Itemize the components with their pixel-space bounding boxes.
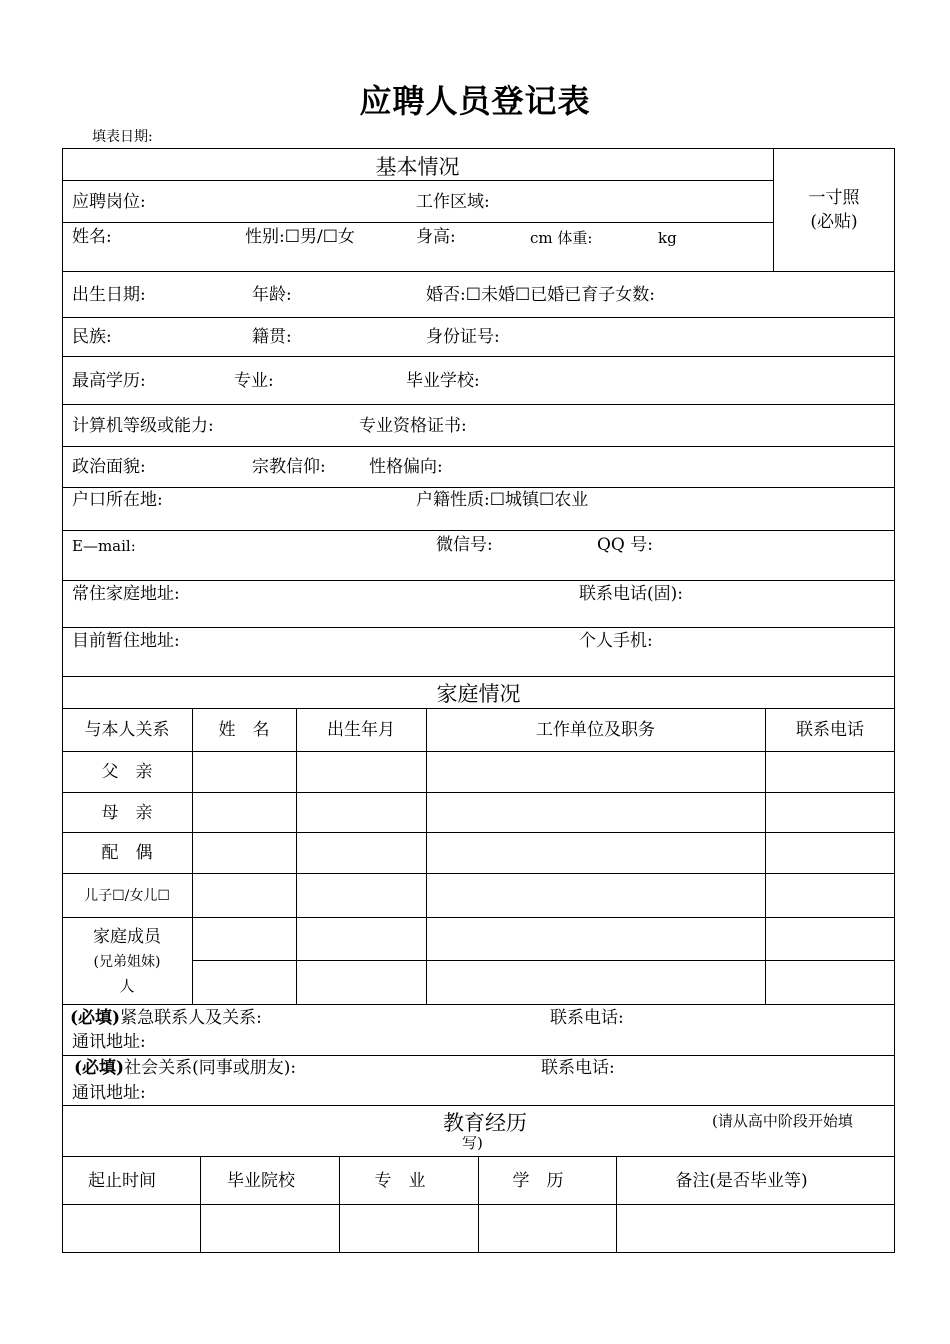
education-field[interactable]: 最高学历: bbox=[72, 371, 146, 391]
line bbox=[296, 708, 297, 1004]
political-field[interactable]: 政治面貌: bbox=[72, 457, 146, 477]
social-address-field[interactable]: 通讯地址: bbox=[72, 1083, 146, 1103]
major-field[interactable]: 专业: bbox=[234, 371, 274, 391]
certificate-field[interactable]: 专业资格证书: bbox=[359, 416, 467, 436]
age-field[interactable]: 年龄: bbox=[252, 285, 292, 305]
family-header-work: 工作单位及职务 bbox=[536, 720, 655, 740]
qq-field[interactable]: QQ 号: bbox=[597, 535, 654, 555]
line bbox=[62, 627, 895, 628]
line bbox=[62, 792, 895, 793]
home-phone-field[interactable]: 联系电话(固): bbox=[579, 584, 683, 604]
photo-required-label: (必贴) bbox=[810, 212, 858, 232]
line bbox=[62, 708, 895, 709]
line bbox=[62, 580, 895, 581]
wechat-field[interactable]: 微信号: bbox=[436, 535, 493, 555]
computer-skill-field[interactable]: 计算机等级或能力: bbox=[72, 416, 214, 436]
family-header-relation: 与本人关系 bbox=[84, 720, 170, 740]
line bbox=[62, 1105, 895, 1106]
line bbox=[765, 708, 766, 1004]
basic-info-heading: 基本情况 bbox=[375, 155, 460, 179]
photo-label: 一寸照 bbox=[808, 188, 860, 208]
line bbox=[62, 271, 895, 272]
family-row-spouse: 配 偶 bbox=[101, 843, 153, 863]
weight-field[interactable]: cm 体重: bbox=[530, 229, 593, 247]
family-heading: 家庭情况 bbox=[436, 682, 521, 706]
page-title: 应聘人员登记表 bbox=[359, 82, 591, 120]
birth-date-field[interactable]: 出生日期: bbox=[72, 285, 146, 305]
line bbox=[62, 356, 895, 357]
line bbox=[62, 832, 895, 833]
home-address-field[interactable]: 常住家庭地址: bbox=[72, 584, 180, 604]
social-phone-field[interactable]: 联系电话: bbox=[541, 1058, 615, 1078]
line bbox=[192, 708, 193, 1004]
education-note: (请从高中阶段开始填 bbox=[712, 1112, 853, 1130]
line bbox=[62, 222, 773, 223]
mobile-field[interactable]: 个人手机: bbox=[579, 631, 653, 651]
work-area-field[interactable]: 工作区域: bbox=[416, 192, 490, 212]
gender-checkboxes[interactable]: 性别:☐男/☐女 bbox=[245, 227, 355, 247]
religion-field[interactable]: 宗教信仰: bbox=[252, 457, 326, 477]
edu-header-school: 毕业院校 bbox=[227, 1171, 295, 1191]
fill-date-label: 填表日期: bbox=[92, 129, 153, 145]
emergency-contact-field[interactable] bbox=[70, 1008, 262, 1028]
social-contact-field[interactable] bbox=[74, 1058, 296, 1078]
line bbox=[62, 676, 895, 677]
emergency-phone-field[interactable]: 联系电话: bbox=[550, 1008, 624, 1028]
line bbox=[62, 1055, 895, 1056]
hukou-place-field[interactable]: 户口所在地: bbox=[72, 490, 163, 510]
line bbox=[62, 317, 895, 318]
line bbox=[426, 708, 427, 1004]
line bbox=[62, 404, 895, 405]
edu-header-degree: 学 历 bbox=[512, 1171, 564, 1191]
edu-header-major: 专 业 bbox=[374, 1171, 426, 1191]
ethnicity-field[interactable]: 民族: bbox=[72, 327, 112, 347]
family-row-father: 父 亲 bbox=[101, 762, 153, 782]
temp-address-field[interactable]: 目前暂住地址: bbox=[72, 631, 180, 651]
emergency-contact-label: 紧急联系人及关系: bbox=[120, 1008, 262, 1028]
line bbox=[62, 446, 895, 447]
height-field[interactable]: 身高: bbox=[416, 227, 456, 247]
personality-field[interactable]: 性格偏向: bbox=[369, 457, 443, 477]
family-row-child[interactable]: 儿子☐/女儿☐ bbox=[84, 888, 170, 904]
family-row-members-note: (兄弟姐妹) bbox=[93, 954, 161, 970]
line bbox=[773, 148, 774, 271]
emergency-address-field[interactable]: 通讯地址: bbox=[72, 1032, 146, 1052]
line bbox=[62, 1004, 895, 1005]
education-note-end: 写) bbox=[462, 1134, 483, 1152]
line bbox=[62, 873, 895, 874]
education-heading: 教育经历 bbox=[443, 1111, 527, 1135]
edu-header-remarks: 备注(是否毕业等) bbox=[675, 1171, 808, 1191]
weight-unit: kg bbox=[658, 229, 677, 247]
line bbox=[62, 751, 895, 752]
family-row-members-count: 人 bbox=[119, 977, 135, 995]
family-row-mother: 母 亲 bbox=[101, 803, 153, 823]
native-place-field[interactable]: 籍贯: bbox=[252, 327, 292, 347]
edu-header-period: 起止时间 bbox=[88, 1171, 156, 1191]
name-field[interactable]: 姓名: bbox=[72, 227, 112, 247]
line bbox=[62, 917, 895, 918]
line bbox=[192, 960, 895, 961]
social-contact-label: 社会关系(同事或朋友): bbox=[124, 1058, 297, 1078]
family-header-name: 姓 名 bbox=[218, 720, 270, 740]
marital-checkboxes[interactable]: 婚否:☐未婚☐已婚已育子女数: bbox=[426, 285, 655, 305]
required-mark: (必填) bbox=[74, 1058, 125, 1078]
line bbox=[62, 487, 895, 488]
email-field[interactable]: E—mail: bbox=[72, 537, 136, 555]
line bbox=[62, 530, 895, 531]
family-row-members: 家庭成员 bbox=[93, 927, 161, 947]
position-field[interactable]: 应聘岗位: bbox=[72, 192, 146, 212]
hukou-type-checkboxes[interactable]: 户籍性质:☐城镇☐农业 bbox=[416, 490, 589, 510]
required-mark: (必填) bbox=[70, 1008, 121, 1028]
family-header-phone: 联系电话 bbox=[796, 720, 864, 740]
id-number-field[interactable]: 身份证号: bbox=[426, 327, 500, 347]
school-field[interactable]: 毕业学校: bbox=[406, 371, 480, 391]
family-header-birth: 出生年月 bbox=[327, 720, 395, 740]
